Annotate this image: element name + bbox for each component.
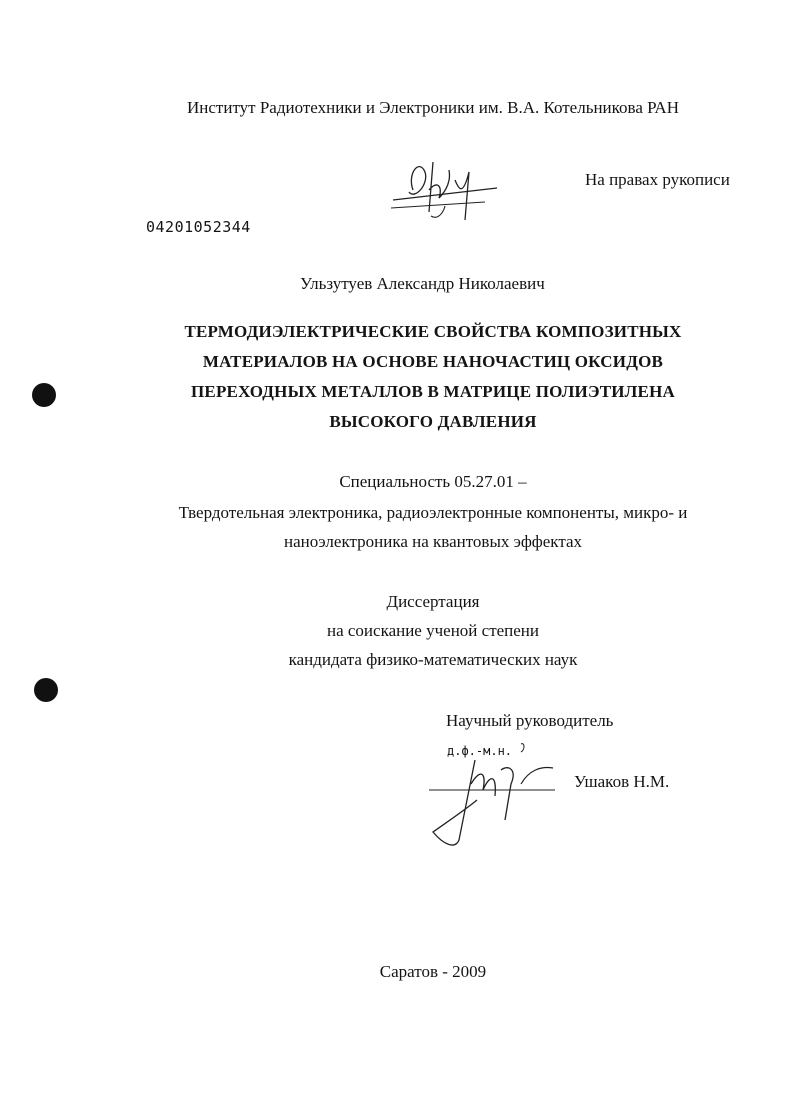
thesis-title-line-3: ПЕРЕХОДНЫХ МЕТАЛЛОВ В МАТРИЦЕ ПОЛИЭТИЛЕНА xyxy=(191,382,675,401)
thesis-title-line-2: МАТЕРИАЛОВ НА ОСНОВЕ НАНОЧАСТИЦ ОКСИДОВ xyxy=(202,352,664,371)
specialty-name-line-1: Твердотельная электроника, радиоэлектронные компоненты, микро- и xyxy=(178,503,688,522)
city-year: Саратов - 2009 xyxy=(379,962,487,981)
degree-name: кандидата физико-математических наук xyxy=(288,650,578,669)
supervisor-name: Ушаков Н.М. xyxy=(574,772,670,791)
approval-signature xyxy=(385,150,505,230)
institute-name: Институт Радиотехники и Электроники им. В.А. Котельникова РАН xyxy=(187,98,679,117)
author-name: Ульзутуев Александр Николаевич xyxy=(300,274,545,293)
binder-hole-bottom xyxy=(34,678,58,702)
supervisor-signature xyxy=(425,740,565,850)
document-type: Диссертация xyxy=(386,592,480,611)
degree-purpose: на соискание ученой степени xyxy=(326,621,540,640)
rights-note: На правах рукописи xyxy=(585,170,730,189)
supervisor-title: Научный руководитель xyxy=(446,711,614,730)
specialty-code: Специальность 05.27.01 – xyxy=(339,472,527,491)
thesis-title-line-4: ВЫСОКОГО ДАВЛЕНИЯ xyxy=(329,412,537,431)
thesis-title-line-1: ТЕРМОДИЭЛЕКТРИЧЕСКИЕ СВОЙСТВА КОМПОЗИТНЫХ xyxy=(184,322,682,341)
specialty-name-line-2: наноэлектроника на квантовых эффектах xyxy=(283,532,583,551)
document-number: 04201052344 xyxy=(146,218,251,236)
supervisor-degree: д.ф.-м.н. xyxy=(447,744,513,758)
